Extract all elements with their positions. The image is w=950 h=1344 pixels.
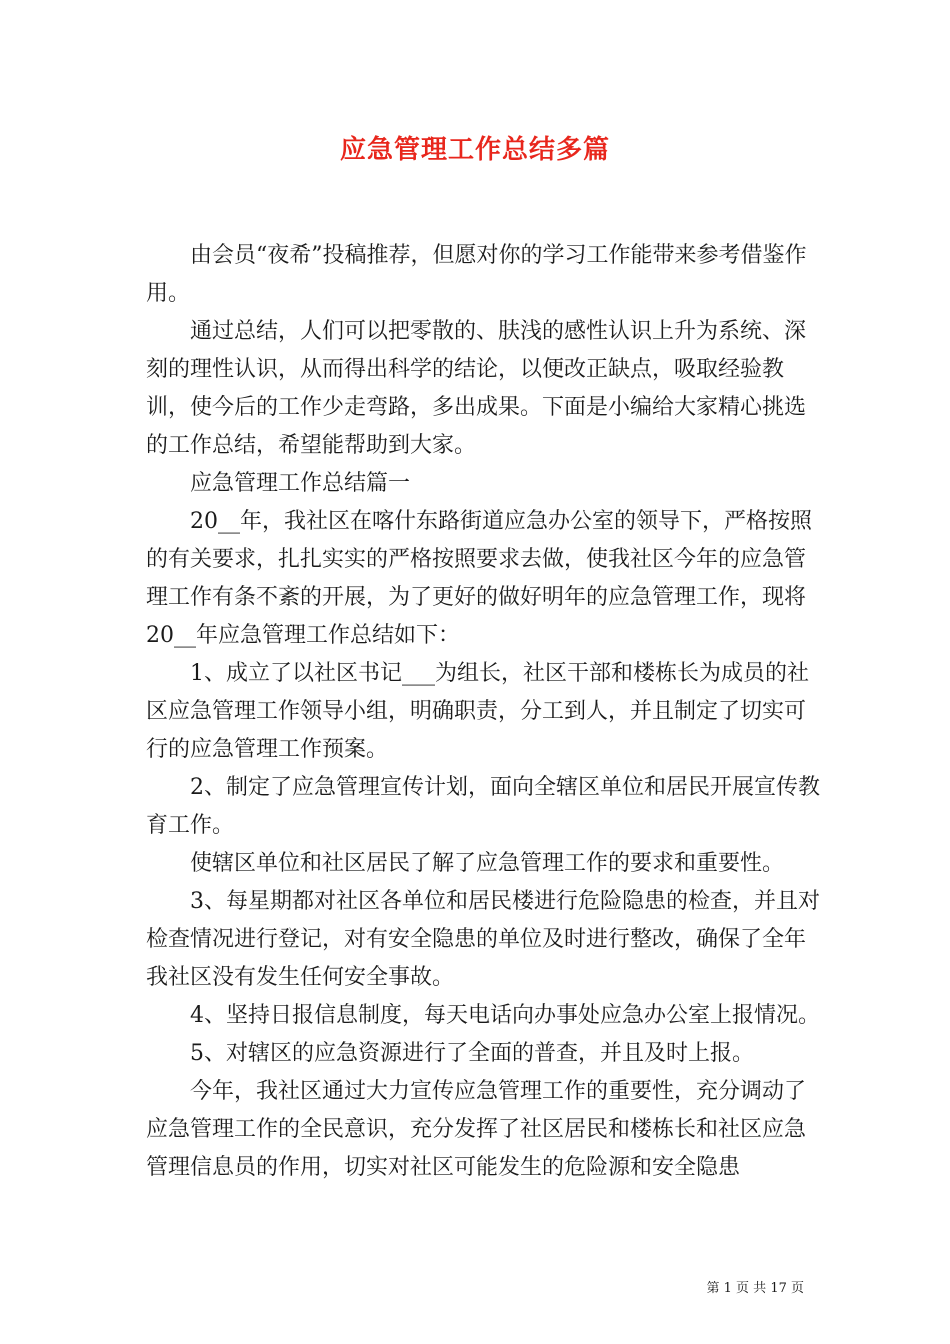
paragraph-intro: 通过总结，人们可以把零散的、肤浅的感性认识上升为系统、深刻的理性认识，从而得出科学的结论，以便改正缺点，吸取经验教训，使今后的工作少走弯路，多出成果。下面是小编给大家精心挑选的工作总结，希望能帮助到大家。 xyxy=(146,319,807,458)
section-heading: 应急管理工作总结篇一 xyxy=(190,471,411,496)
paragraph-overview: 20__年，我社区在喀什东路街道应急办公室的领导下，严格按照的有关要求，扎扎实实的严格按照要求去做，使我社区今年的应急管理工作有条不紊的开展，为了更好的做好明年的应急管理工作，现将20__年应急管理工作总结如下： xyxy=(146,509,812,648)
paragraph-item-1: 1、成立了以社区书记___为组长，社区干部和楼栋长为成员的社区应急管理工作领导小组，明确职责，分工到人，并且制定了切实可行的应急管理工作预案。 xyxy=(146,661,809,762)
document-title: 应急管理工作总结多篇 xyxy=(339,135,610,165)
paragraph-item-5: 5、对辖区的应急资源进行了全面的普查，并且及时上报。 xyxy=(190,1041,754,1066)
paragraph-item-2: 2、制定了应急管理宣传计划，面向全辖区单位和居民开展宣传教育工作。 xyxy=(146,775,820,838)
page-number: 第 1 页 共 17 页 xyxy=(706,1281,804,1296)
paragraph-item-4: 4、坚持日报信息制度，每天电话向办事处应急办公室上报情况。 xyxy=(190,1003,820,1028)
paragraph-summary: 今年，我社区通过大力宣传应急管理工作的重要性，充分调动了应急管理工作的全民意识，充分发挥了社区居民和楼栋长和社区应急管理信息员的作用，切实对社区可能发生的危险源和安全隐患 xyxy=(146,1079,807,1180)
document-body xyxy=(146,237,826,1187)
paragraph-item-3: 3、每星期都对社区各单位和居民楼进行危险隐患的检查，并且对检查情况进行登记，对有安全隐患的单位及时进行整改，确保了全年我社区没有发生任何安全事故。 xyxy=(146,889,820,990)
paragraph-recommendation: 由会员“夜希”投稿推荐，但愿对你的学习工作能带来参考借鉴作用。 xyxy=(146,243,807,306)
paragraph-item-2-cont: 使辖区单位和社区居民了解了应急管理工作的要求和重要性。 xyxy=(190,851,785,876)
